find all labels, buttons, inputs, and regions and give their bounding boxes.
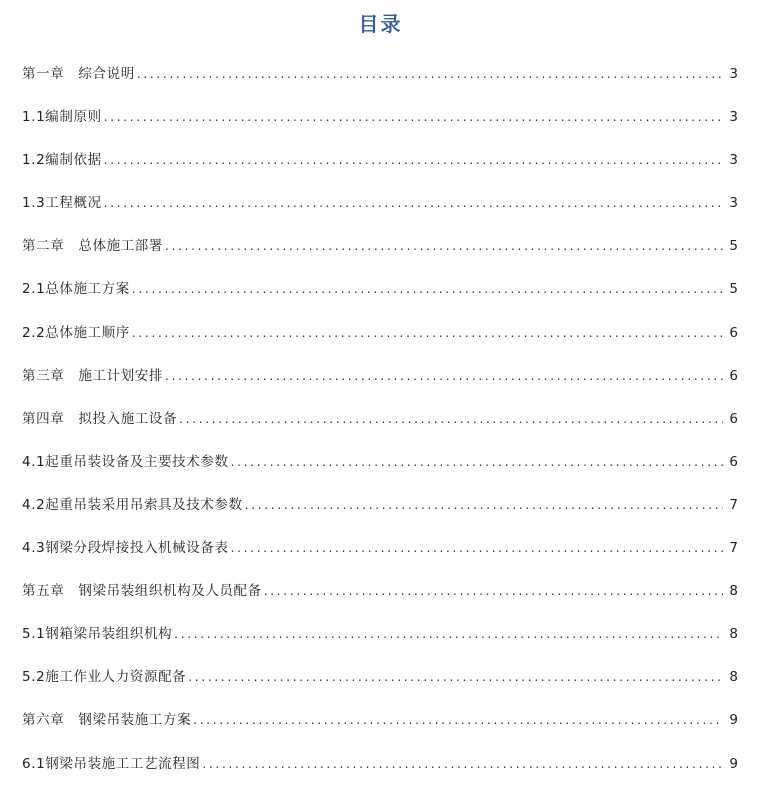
toc-entry-label: 4.2起重吊装采用吊索具及技术参数 <box>22 496 243 513</box>
toc-entry-page: 3 <box>729 152 738 169</box>
toc-entry-page: 3 <box>729 195 738 212</box>
toc-entry-label: 第六章 钢梁吊装施工方案 <box>22 712 192 729</box>
toc-entry[interactable] <box>22 104 738 147</box>
toc-entry[interactable] <box>22 276 738 319</box>
toc-entry-label: 5.2施工作业人力资源配备 <box>22 669 187 686</box>
toc-leader-dots <box>245 492 724 518</box>
toc-entry-page: 5 <box>729 281 738 298</box>
toc-leader-dots <box>104 104 724 130</box>
toc-leader-dots <box>179 406 723 432</box>
toc-entry-label: 第三章 施工计划安排 <box>22 367 163 384</box>
toc-leader-dots <box>132 320 724 346</box>
toc-entry-label: 2.1总体施工方案 <box>22 281 130 298</box>
toc-entry-page: 9 <box>729 712 738 729</box>
toc-entry-label: 第一章 综合说明 <box>22 66 135 82</box>
toc-entry-label: 4.1起重吊装设备及主要技术参数 <box>22 453 229 470</box>
toc-leader-dots <box>202 751 723 777</box>
toc-leader-dots <box>231 535 724 561</box>
toc-entry[interactable] <box>22 621 738 664</box>
toc-leader-dots <box>264 578 724 604</box>
toc-entry-page: 9 <box>729 755 738 772</box>
toc-entry-label: 2.2总体施工顺序 <box>22 324 130 341</box>
toc-leader-dots <box>188 664 723 690</box>
toc-leader-dots <box>174 621 723 647</box>
toc-entry-label: 5.1钢箱梁吊装组织机构 <box>22 626 173 643</box>
toc-entry-page: 3 <box>729 66 738 82</box>
toc-entry-label: 1.3工程概况 <box>22 195 102 212</box>
toc-entry[interactable] <box>22 707 738 750</box>
toc-entry[interactable] <box>22 535 738 578</box>
toc-entry[interactable] <box>22 406 738 449</box>
toc-entry-label: 第二章 总体施工部署 <box>22 238 163 255</box>
toc-entry-page: 3 <box>729 109 738 126</box>
toc-entry[interactable] <box>22 578 738 621</box>
toc-entry-label: 第五章 钢梁吊装组织机构及人员配备 <box>22 583 262 600</box>
toc-leader-dots <box>165 233 723 259</box>
toc-entry[interactable] <box>22 233 738 276</box>
toc-entry-label: 1.2编制依据 <box>22 152 102 169</box>
toc-leader-dots <box>165 363 723 389</box>
toc-entry[interactable] <box>22 147 738 190</box>
toc-entry-page: 6 <box>729 410 738 427</box>
toc-entry-page: 7 <box>729 540 738 557</box>
toc-entry[interactable] <box>22 190 738 233</box>
toc-entry-label: 1.1编制原则 <box>22 109 102 126</box>
toc-leader-dots <box>231 449 724 475</box>
toc-entry-page: 6 <box>729 453 738 470</box>
toc-entry-page: 8 <box>729 669 738 686</box>
toc-entry-label: 6.1钢梁吊装施工工艺流程图 <box>22 755 201 772</box>
toc-entry-page: 6 <box>729 324 738 341</box>
toc-leader-dots <box>193 707 723 733</box>
toc-leader-dots <box>104 147 724 173</box>
toc-entry-label: 4.3钢梁分段焊接投入机械设备表 <box>22 540 229 557</box>
toc-entry-page: 7 <box>729 496 738 513</box>
toc-list <box>22 61 738 794</box>
toc-entry[interactable] <box>22 751 738 794</box>
toc-leader-dots <box>137 61 724 87</box>
toc-entry-page: 8 <box>729 583 738 600</box>
toc-entry[interactable] <box>22 363 738 406</box>
toc-entry[interactable] <box>22 492 738 535</box>
toc-entry[interactable] <box>22 61 738 104</box>
toc-entry[interactable] <box>22 664 738 707</box>
toc-entry-page: 6 <box>729 367 738 384</box>
toc-entry-label: 第四章 拟投入施工设备 <box>22 410 178 427</box>
toc-entry-page: 5 <box>729 238 738 255</box>
toc-title: 目录 <box>358 12 403 36</box>
toc-entry[interactable] <box>22 449 738 492</box>
toc-leader-dots <box>132 276 724 302</box>
toc-entry-page: 8 <box>729 626 738 643</box>
toc-leader-dots <box>104 190 724 216</box>
toc-entry[interactable] <box>22 320 738 363</box>
